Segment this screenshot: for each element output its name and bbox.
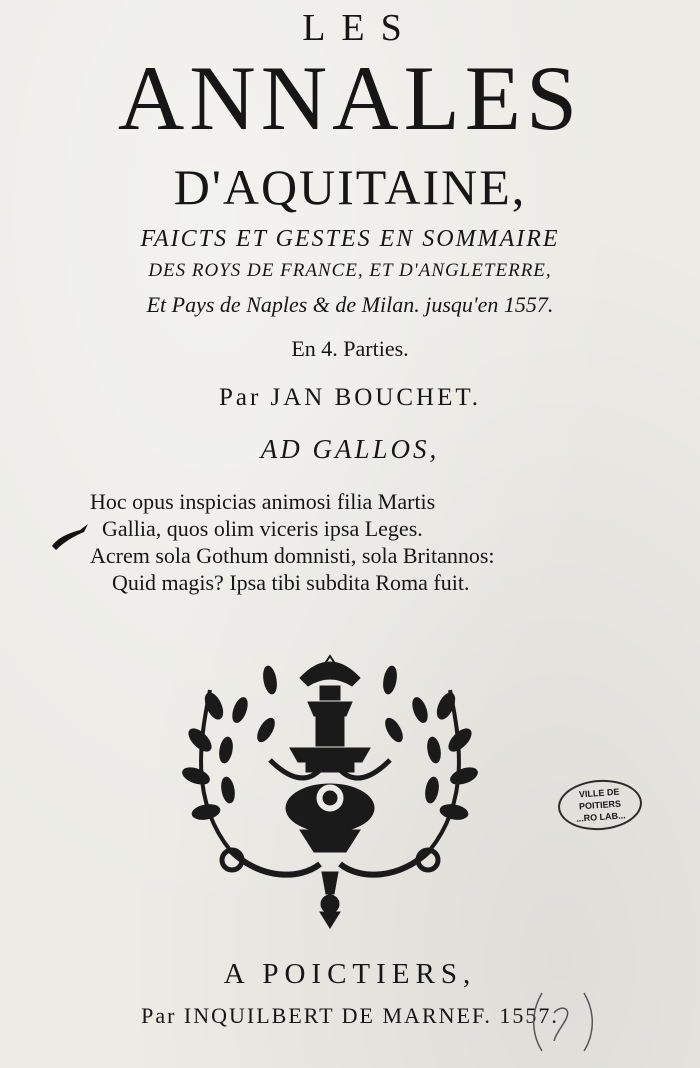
verse-line: Gallia, quos olim viceris ipsa Leges. bbox=[102, 516, 423, 541]
latin-verse bbox=[80, 488, 560, 596]
fleuron-vignette-icon bbox=[170, 650, 490, 930]
title-les: LES bbox=[302, 7, 418, 49]
imprint-printer: Par INQUILBERT DE MARNEF. 1557. bbox=[141, 1003, 559, 1028]
library-stamp bbox=[556, 777, 643, 833]
verse-line: Quid magis? Ipsa tibi subdita Roma fuit. bbox=[112, 570, 470, 595]
imprint-city: A POICTIERS, bbox=[223, 958, 477, 990]
verse-line: Acrem sola Gothum domnisti, sola Britannos: bbox=[90, 543, 495, 568]
stamp-line-2: ...RO LAB... bbox=[575, 810, 626, 824]
handwritten-shelf-mark-icon bbox=[528, 985, 598, 1055]
parts-note: En 4. Parties. bbox=[291, 336, 409, 361]
subtitle-line-1: FAICTS ET GESTES EN SOMMAIRE bbox=[140, 226, 560, 252]
title-annales: ANNALES bbox=[117, 47, 583, 149]
stamp-line-1: VILLE DE POITIERS bbox=[578, 786, 622, 812]
title-aquitaine: D'AQUITAINE, bbox=[173, 159, 527, 215]
dedication-heading: AD GALLOS, bbox=[260, 434, 440, 464]
pointing-hand-mark-icon bbox=[50, 520, 90, 552]
verse-line: Hoc opus inspicias animosi filia Martis bbox=[90, 489, 436, 514]
author-line: Par JAN BOUCHET. bbox=[218, 384, 482, 411]
subtitle-line-2: DES ROYS DE FRANCE, ET D'ANGLETERRE, bbox=[148, 260, 552, 281]
subtitle-line-3: Et Pays de Naples & de Milan. jusqu'en 1557. bbox=[146, 292, 554, 317]
